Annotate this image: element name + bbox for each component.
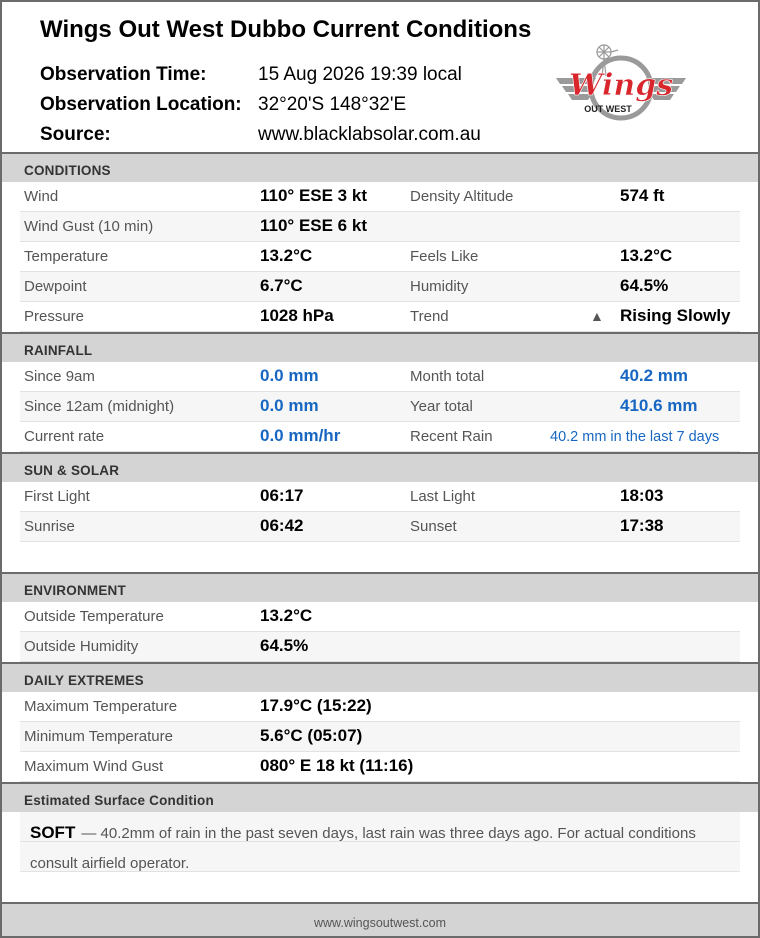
dewpoint-label: Dewpoint — [24, 278, 87, 295]
page-title: Wings Out West Dubbo Current Conditions — [40, 16, 532, 43]
since-9am-value: 0.0 mm — [260, 366, 319, 385]
table-row — [20, 632, 740, 662]
table-row — [20, 722, 740, 752]
section-rainfall — [2, 332, 758, 362]
recent-rain-value: 40.2 mm in the last 7 days — [550, 429, 720, 445]
humidity-value: 64.5% — [620, 276, 669, 295]
month-total-label: Month total — [410, 368, 485, 385]
since-9am-label: Since 9am — [24, 368, 95, 385]
table-row — [20, 482, 740, 512]
section-conditions — [2, 152, 758, 182]
max-wind-gust-label: Maximum Wind Gust — [24, 758, 164, 775]
sunset-label: Sunset — [410, 518, 457, 535]
min-temperature-label: Minimum Temperature — [24, 728, 173, 745]
outside-temperature-label: Outside Temperature — [24, 608, 164, 625]
wind-label: Wind — [24, 188, 59, 205]
observation-time-label: Observation Time: — [40, 64, 207, 85]
trend-up-icon: ▲ — [590, 308, 604, 324]
table-row — [20, 182, 740, 212]
logo-subtitle: OUT WEST — [584, 104, 632, 114]
section-heading: DAILY EXTREMES — [24, 673, 144, 688]
dewpoint-value: 6.7°C — [260, 276, 303, 295]
humidity-label: Humidity — [410, 278, 469, 295]
year-total-value: 410.6 mm — [620, 396, 698, 415]
table-row — [20, 212, 740, 242]
surface-condition-description: — 40.2mm of rain in the past seven days, last rain was three days ago. For actual conditions consult airfield operator. — [30, 825, 696, 872]
year-total-label: Year total — [410, 398, 473, 415]
pressure-label: Pressure — [24, 308, 85, 325]
observation-time-value: 15 Aug 2026 19:39 local — [258, 64, 462, 85]
logo-wordmark: Wings — [568, 68, 674, 103]
page-header — [2, 2, 758, 152]
since-midnight-value: 0.0 mm — [260, 396, 319, 415]
table-row — [20, 602, 740, 632]
pressure-value: 1028 hPa — [260, 306, 334, 325]
density-altitude-value: 574 ft — [620, 186, 665, 205]
temperature-value: 13.2°C — [260, 246, 313, 265]
last-light-label: Last Light — [410, 488, 476, 505]
outside-temperature-value: 13.2°C — [260, 606, 313, 625]
section-heading: RAINFALL — [24, 343, 93, 358]
max-temperature-label: Maximum Temperature — [24, 698, 178, 715]
last-light-value: 18:03 — [620, 486, 664, 505]
recent-rain-label: Recent Rain — [410, 428, 493, 445]
trend-label: Trend — [410, 308, 449, 325]
source-link[interactable]: www.blacklabsolar.com.au — [258, 124, 481, 145]
section-environment — [2, 572, 758, 602]
table-row — [20, 422, 740, 452]
since-midnight-label: Since 12am (midnight) — [24, 398, 175, 415]
observation-location-value: 32°20'S 148°32'E — [258, 94, 407, 115]
section-daily-extremes — [2, 662, 758, 692]
table-row — [20, 512, 740, 542]
surface-condition-value: SOFT — [30, 823, 76, 842]
windmill-wings-logo-icon — [552, 40, 690, 126]
sunset-value: 17:38 — [620, 516, 664, 535]
table-row — [20, 692, 740, 722]
first-light-label: First Light — [24, 488, 90, 505]
page-footer — [2, 902, 758, 936]
outside-humidity-value: 64.5% — [260, 636, 309, 655]
table-row — [20, 392, 740, 422]
feels-like-label: Feels Like — [410, 248, 479, 265]
trend-value: Rising Slowly — [620, 306, 731, 325]
outside-humidity-label: Outside Humidity — [24, 638, 139, 655]
table-row — [20, 752, 740, 782]
feels-like-value: 13.2°C — [620, 246, 673, 265]
month-total-value: 40.2 mm — [620, 366, 689, 385]
sunrise-value: 06:42 — [260, 516, 304, 535]
current-rate-label: Current rate — [24, 428, 105, 445]
section-surface-condition — [2, 782, 758, 812]
table-row — [20, 242, 740, 272]
wind-gust-value: 110° ESE 6 kt — [260, 216, 367, 235]
section-heading: Estimated Surface Condition — [24, 793, 214, 808]
current-rate-value: 0.0 mm/hr — [260, 426, 341, 445]
max-temperature-value: 17.9°C (15:22) — [260, 696, 372, 715]
surface-condition-text — [30, 818, 730, 879]
section-sun-solar — [2, 452, 758, 482]
table-row — [20, 362, 740, 392]
section-heading: CONDITIONS — [24, 163, 111, 178]
source-label: Source: — [40, 124, 111, 145]
observation-location-label: Observation Location: — [40, 94, 242, 115]
table-row — [20, 302, 740, 332]
wind-gust-label: Wind Gust (10 min) — [24, 218, 154, 235]
table-row — [20, 272, 740, 302]
max-wind-gust-value: 080° E 18 kt (11:16) — [260, 756, 414, 775]
section-heading: ENVIRONMENT — [24, 583, 126, 598]
section-heading: SUN & SOLAR — [24, 463, 120, 478]
footer-link[interactable]: www.wingsoutwest.com — [314, 916, 446, 930]
temperature-label: Temperature — [24, 248, 109, 265]
wind-value: 110° ESE 3 kt — [260, 186, 367, 205]
first-light-value: 06:17 — [260, 486, 304, 505]
min-temperature-value: 5.6°C (05:07) — [260, 726, 363, 745]
sunrise-label: Sunrise — [24, 518, 75, 535]
density-altitude-label: Density Altitude — [410, 188, 514, 205]
